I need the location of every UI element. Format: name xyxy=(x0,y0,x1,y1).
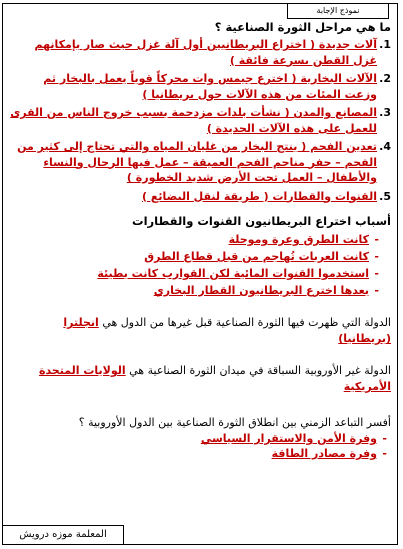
reason-item: - بعدها اخترع البريطانيون القطار البخاري xyxy=(9,282,369,299)
question-text: الدولة التي ظهرت فيها الثورة الصناعية قبل غيرها من الدول هي xyxy=(102,316,391,329)
stage-text: آلات جديدة ( اختراع البريطانيين أول آلة غزل حيث صار بإمكانهم غزل القطن بسرعة فائقة ) xyxy=(34,38,377,67)
gap-answers-list xyxy=(9,431,391,461)
stage-number: 5. xyxy=(379,189,391,203)
stages-list xyxy=(9,37,391,204)
stage-item-5 xyxy=(9,189,391,205)
worksheet-frame xyxy=(2,3,398,545)
stage-text: الآلات البخارية ( اخترع جيمس وات محركاً قوياً يعمل بالبخار ثم وزعت المئات من هذه الآلات حول بريطانيا ) xyxy=(43,72,377,101)
stage-number: 4. xyxy=(379,140,391,153)
stage-item-1 xyxy=(9,37,391,68)
answer-text: الولايات المتحدة الأمريكية xyxy=(38,364,391,393)
reason-item: - كانت الطرق وعرة وموحلة xyxy=(9,231,369,248)
gap-answer-item: - وفرة الأمن والاستقرار السياسي xyxy=(9,431,377,446)
question-text: الدولة غير الأوروبية السباقة في ميدان الثورة الصناعية هي xyxy=(129,364,391,377)
answer-text: انجلترا (بريطانيا) xyxy=(63,316,391,345)
stage-text: تعدين الفحم ( ينتج البخار من غليان المياه والتي تحتاج إلى كثير من الفحم – حفر مناجم الفحم العميقة – عمل فيها الرجال والنساء والأطفال – العمل تحت الأرض شديد الخطورة ) xyxy=(17,140,377,184)
stages-question: ما هي مراحل الثورة الصناعية ؟ xyxy=(214,20,391,34)
reason-item: - استخدموا القنوات المائية لكن القوارب كانت بطيئة xyxy=(9,265,369,282)
stage-number: 3. xyxy=(379,106,391,119)
first-country-question xyxy=(9,315,391,347)
reason-item: - كانت العربات تُهاجم من قبل قطاع الطرق xyxy=(9,248,369,265)
reasons-title: أسباب اختراع البريطانيون القنوات والقطارات xyxy=(132,214,391,228)
stage-number: 1. xyxy=(379,38,391,51)
answer-key-label: نموذج الإجابة xyxy=(287,4,389,19)
reasons-list xyxy=(9,231,391,299)
stage-item-2 xyxy=(9,71,391,102)
stage-item-4 xyxy=(9,139,391,186)
stage-text: القنوات والقطارات ( طريقة لنقل البضائع ) xyxy=(141,189,377,203)
non-european-question xyxy=(9,363,391,395)
stage-number: 2. xyxy=(379,72,391,85)
worksheet-content xyxy=(9,20,391,461)
stage-item-3 xyxy=(9,105,391,136)
gap-answer-item: - وفرة مصادر الطاقة xyxy=(9,446,377,461)
stage-text: المصانع والمدن ( نشأت بلدات مزدحمة بسبب خروج الناس من القرى للعمل على هذه الآلات الجديدة ) xyxy=(10,106,377,135)
teacher-name-label: المعلمة موزه درويش xyxy=(3,525,124,544)
gap-question: أفسر التباعد الزمني بين انطلاق الثورة الصناعية بين الدول الأوروبية ؟ xyxy=(78,416,391,429)
